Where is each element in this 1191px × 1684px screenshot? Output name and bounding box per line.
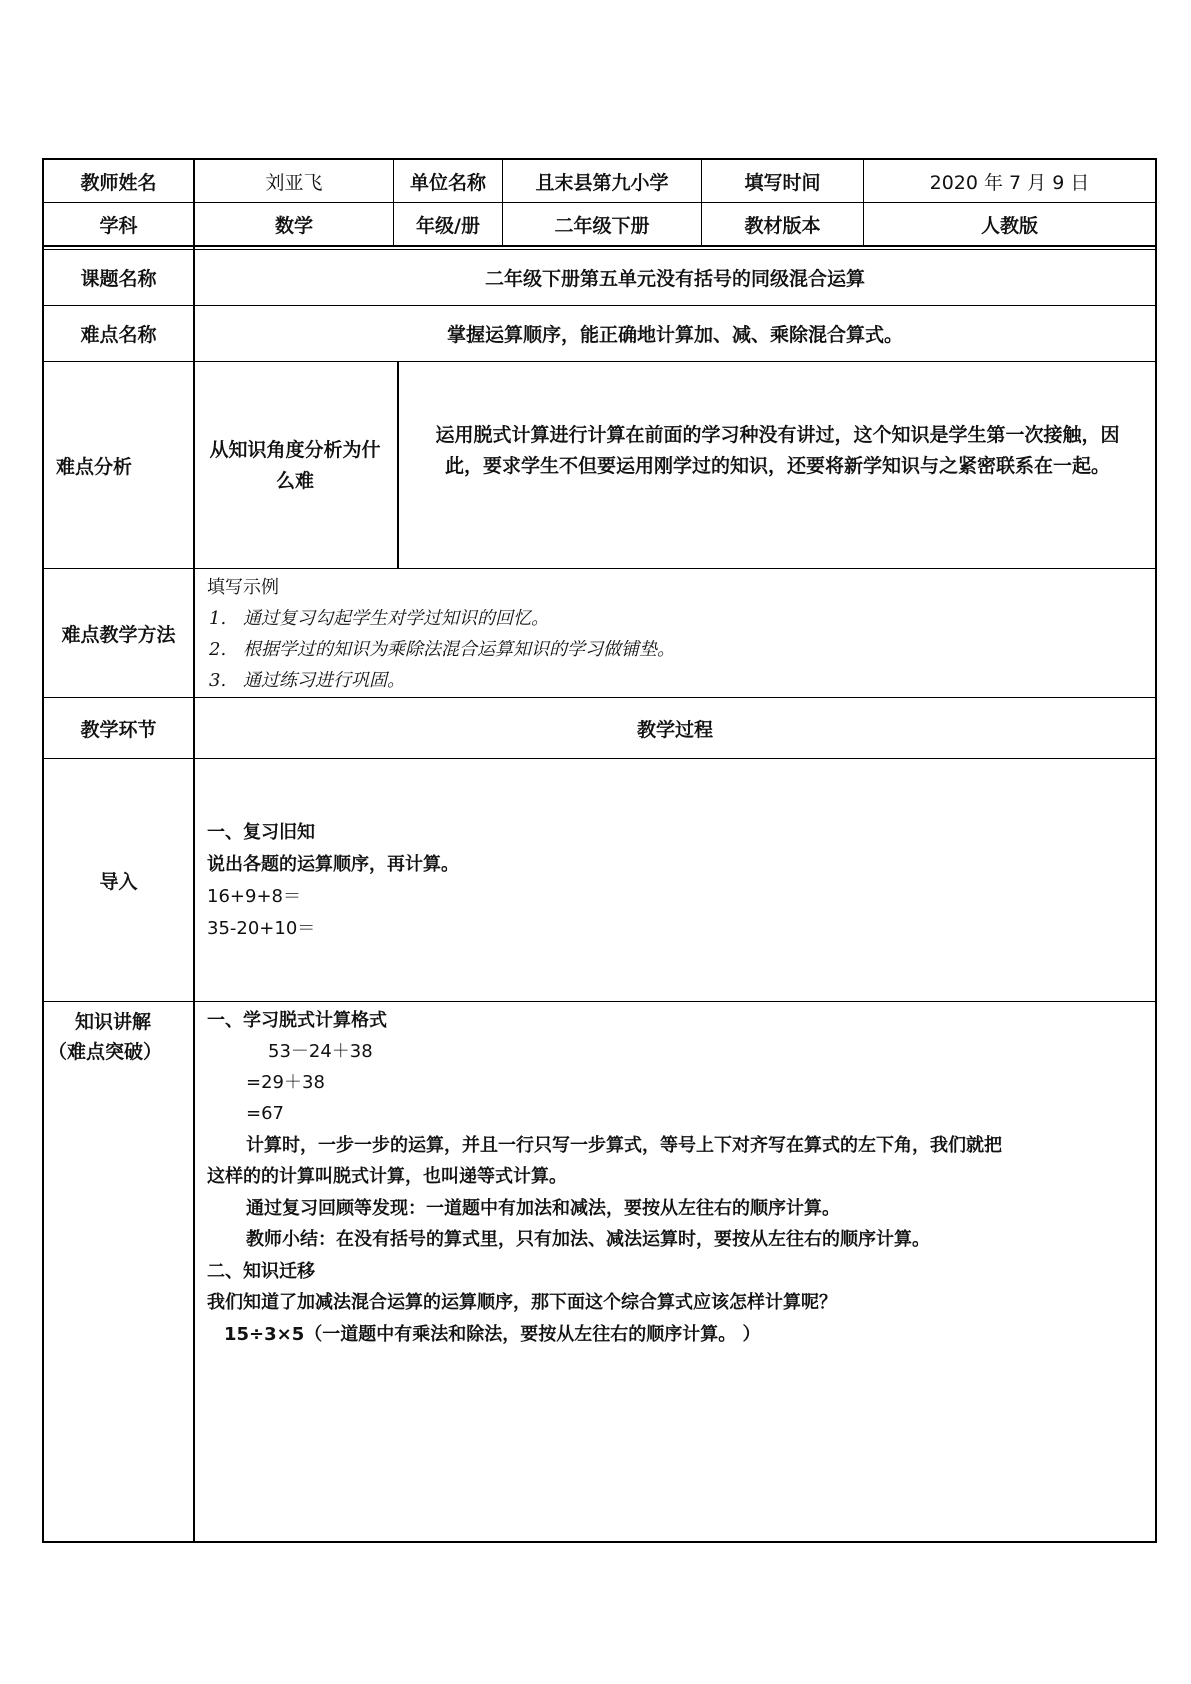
unit-name-value: 且末县第九小学	[535, 171, 669, 194]
explain-line: 计算时，一步一步的运算，并且一行只写一步算式，等号上下对齐写在算式的左下角，我们就把	[246, 1135, 1002, 1156]
intro-line: 一、复习旧知	[207, 822, 315, 843]
subject-value: 数学	[274, 214, 313, 237]
process-step-label: 教学环节	[80, 718, 157, 741]
table-border-right	[1155, 158, 1157, 1543]
process-header-value: 教学过程	[636, 718, 713, 741]
method-item-text: 通过复习勾起学生对学过知识的回忆。	[243, 608, 549, 629]
row-divider	[42, 361, 1157, 362]
edition-label: 教材版本	[744, 214, 821, 237]
topic-value: 二年级下册第五单元没有括号的同级混合运算	[484, 268, 865, 290]
method-label: 难点教学方法	[61, 623, 176, 646]
explain-line: 二、知识迁移	[207, 1261, 315, 1282]
intro-line: 说出各题的运算顺序，再计算。	[207, 854, 459, 875]
difficulty-value: 掌握运算顺序，能正确地计算加、减、乘除混合算式。	[446, 324, 903, 346]
explain-line: 一、学习脱式计算格式	[207, 1010, 387, 1031]
explain-line: =29＋38	[246, 1072, 325, 1093]
intro-line: 16+9+8＝	[207, 886, 301, 907]
col-divider	[397, 361, 399, 569]
intro-label: 导入	[99, 870, 138, 893]
edition-value: 人教版	[980, 214, 1038, 237]
explain-line: 53－24＋38	[268, 1041, 373, 1062]
table-border-bottom	[42, 1541, 1157, 1543]
subject-label: 学科	[99, 214, 138, 237]
analysis-text: 运用脱式计算进行计算在前面的学习种没有讲过，这个知识是学生第一次接触，因此，要求学生不但要运用刚学过的知识，还要将新学知识与之紧密联系在一起。	[435, 424, 1120, 477]
unit-name-label: 单位名称	[409, 171, 486, 194]
method-item-number: 3.	[209, 670, 227, 691]
teacher-name-label: 教师姓名	[80, 171, 157, 194]
method-item-text: 通过练习进行巩固。	[243, 670, 405, 691]
row-divider	[42, 1001, 1157, 1002]
explain-line: 这样的的计算叫脱式计算，也叫递等式计算。	[207, 1166, 567, 1187]
explain-line: 教师小结：在没有括号的算式里，只有加法、减法运算时，要按从左往右的顺序计算。	[246, 1229, 930, 1250]
row-divider	[42, 758, 1157, 759]
explain-line: 通过复习回顾等发现：一道题中有加法和减法，要按从左往右的顺序计算。	[246, 1198, 840, 1219]
teacher-name-value: 刘亚飞	[265, 171, 323, 194]
difficulty-label: 难点名称	[80, 324, 157, 346]
intro-line: 35-20+10＝	[207, 918, 316, 939]
grade-value: 二年级下册	[554, 214, 650, 237]
method-item-number: 2.	[209, 639, 227, 660]
explain-line: 15÷3×5（一道题中有乘法和除法，要按从左往右的顺序计算。 ）	[224, 1324, 761, 1345]
row-divider	[42, 245, 1157, 247]
fill-date-label: 填写时间	[744, 171, 821, 194]
grade-label: 年级/册	[416, 214, 480, 237]
explain-label-sub: （难点突破）	[48, 1041, 163, 1063]
explain-label: 知识讲解	[75, 1011, 152, 1033]
analysis-label: 难点分析	[56, 455, 133, 478]
analysis-sub-label: 从知识角度分析为什么难	[209, 439, 381, 492]
explain-line: 我们知道了加减法混合运算的运算顺序，那下面这个综合算式应该怎样计算呢？	[207, 1292, 837, 1313]
explain-line: =67	[246, 1103, 284, 1124]
method-title: 填写示例	[207, 577, 279, 598]
method-item-text: 根据学过的知识为乘除法混合运算知识的学习做铺垫。	[243, 639, 675, 660]
method-item-number: 1.	[209, 608, 227, 629]
row-divider	[42, 568, 1157, 569]
col-divider	[193, 158, 195, 1543]
fill-date-value: 2020 年 7 月 9 日	[929, 171, 1090, 194]
topic-label: 课题名称	[80, 268, 157, 290]
